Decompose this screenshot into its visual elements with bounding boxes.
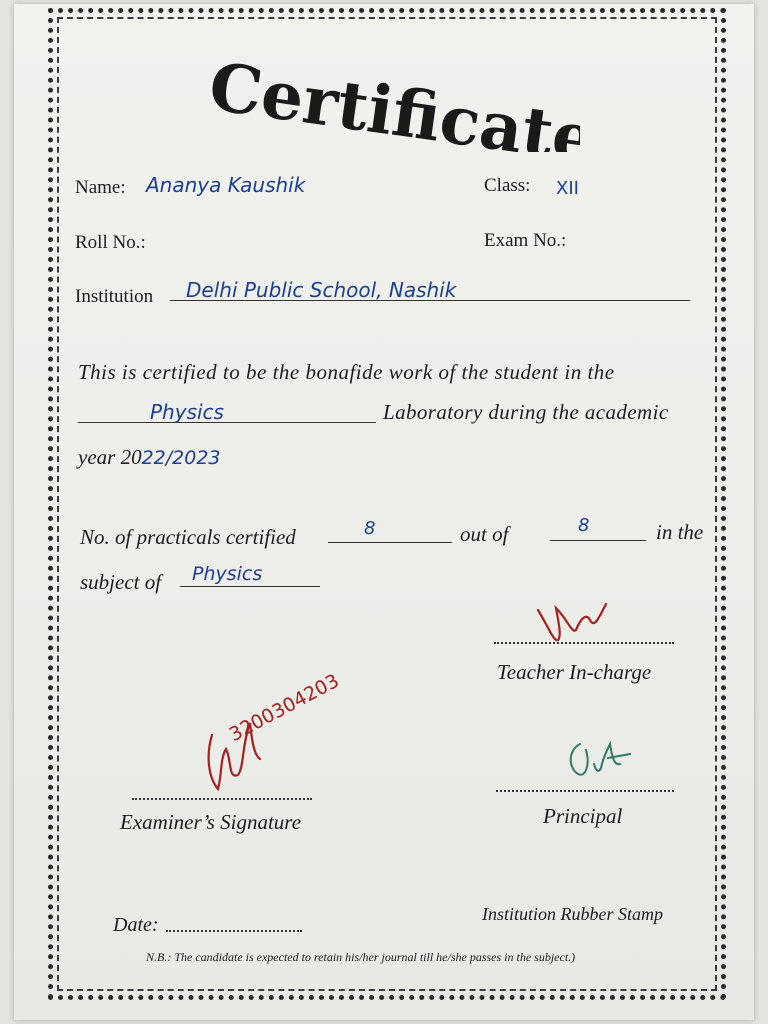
examiner-label: Examiner’s Signature bbox=[120, 810, 302, 834]
name-value: Ananya Kaushik bbox=[146, 173, 306, 197]
footnote: N.B.: The candidate is expected to retain his/her journal till he/she passes in the subject.) bbox=[146, 950, 576, 964]
in-the-label: in the bbox=[656, 520, 704, 544]
practicals-label: No. of practicals certified bbox=[80, 525, 296, 549]
subject-of-line bbox=[180, 586, 320, 587]
body-line-2: Laboratory during the academic bbox=[383, 400, 669, 424]
practicals-certified-line bbox=[328, 542, 452, 543]
principal-label: Principal bbox=[543, 804, 623, 828]
exam-label: Exam No.: bbox=[484, 230, 567, 251]
subject-value: Physics bbox=[150, 400, 224, 424]
year-line bbox=[78, 445, 221, 470]
svg-text:Certificate: Certificate bbox=[204, 52, 580, 152]
teacher-signature-line bbox=[494, 642, 674, 644]
out-of-label: out of bbox=[460, 522, 509, 546]
subject-line bbox=[78, 422, 376, 423]
roll-label: Roll No.: bbox=[75, 232, 146, 253]
institution-label: Institution bbox=[75, 286, 154, 307]
date-label: Date: bbox=[113, 914, 159, 936]
year-suffix: 23 bbox=[196, 447, 221, 469]
body-line-1: This is certified to be the bonafide work of the student in the bbox=[78, 360, 615, 384]
class-label: Class: bbox=[484, 175, 531, 196]
name-label: Name: bbox=[75, 177, 126, 198]
ornamental-border-inner bbox=[57, 17, 717, 991]
year-prefix: year 20 bbox=[78, 445, 142, 469]
practicals-total: 8 bbox=[578, 515, 590, 536]
examiner-code: 3200304203 bbox=[225, 669, 343, 746]
date-line bbox=[166, 930, 302, 932]
practicals-total-line bbox=[550, 540, 646, 541]
subject-of-label: subject of bbox=[80, 570, 162, 594]
examiner-signature-line bbox=[132, 798, 312, 800]
principal-signature-line bbox=[496, 790, 674, 792]
subject-of-value: Physics bbox=[192, 563, 263, 585]
stamp-label: Institution Rubber Stamp bbox=[482, 904, 663, 924]
principal-signature bbox=[564, 734, 636, 782]
teacher-label: Teacher In-charge bbox=[497, 660, 652, 684]
class-value: XII bbox=[556, 178, 579, 199]
year-value: 22/20 bbox=[141, 447, 197, 469]
certificate-title bbox=[200, 52, 580, 152]
teacher-signature bbox=[528, 590, 612, 646]
institution-value: Delhi Public School, Nashik bbox=[186, 278, 457, 302]
practicals-certified: 8 bbox=[364, 518, 376, 539]
